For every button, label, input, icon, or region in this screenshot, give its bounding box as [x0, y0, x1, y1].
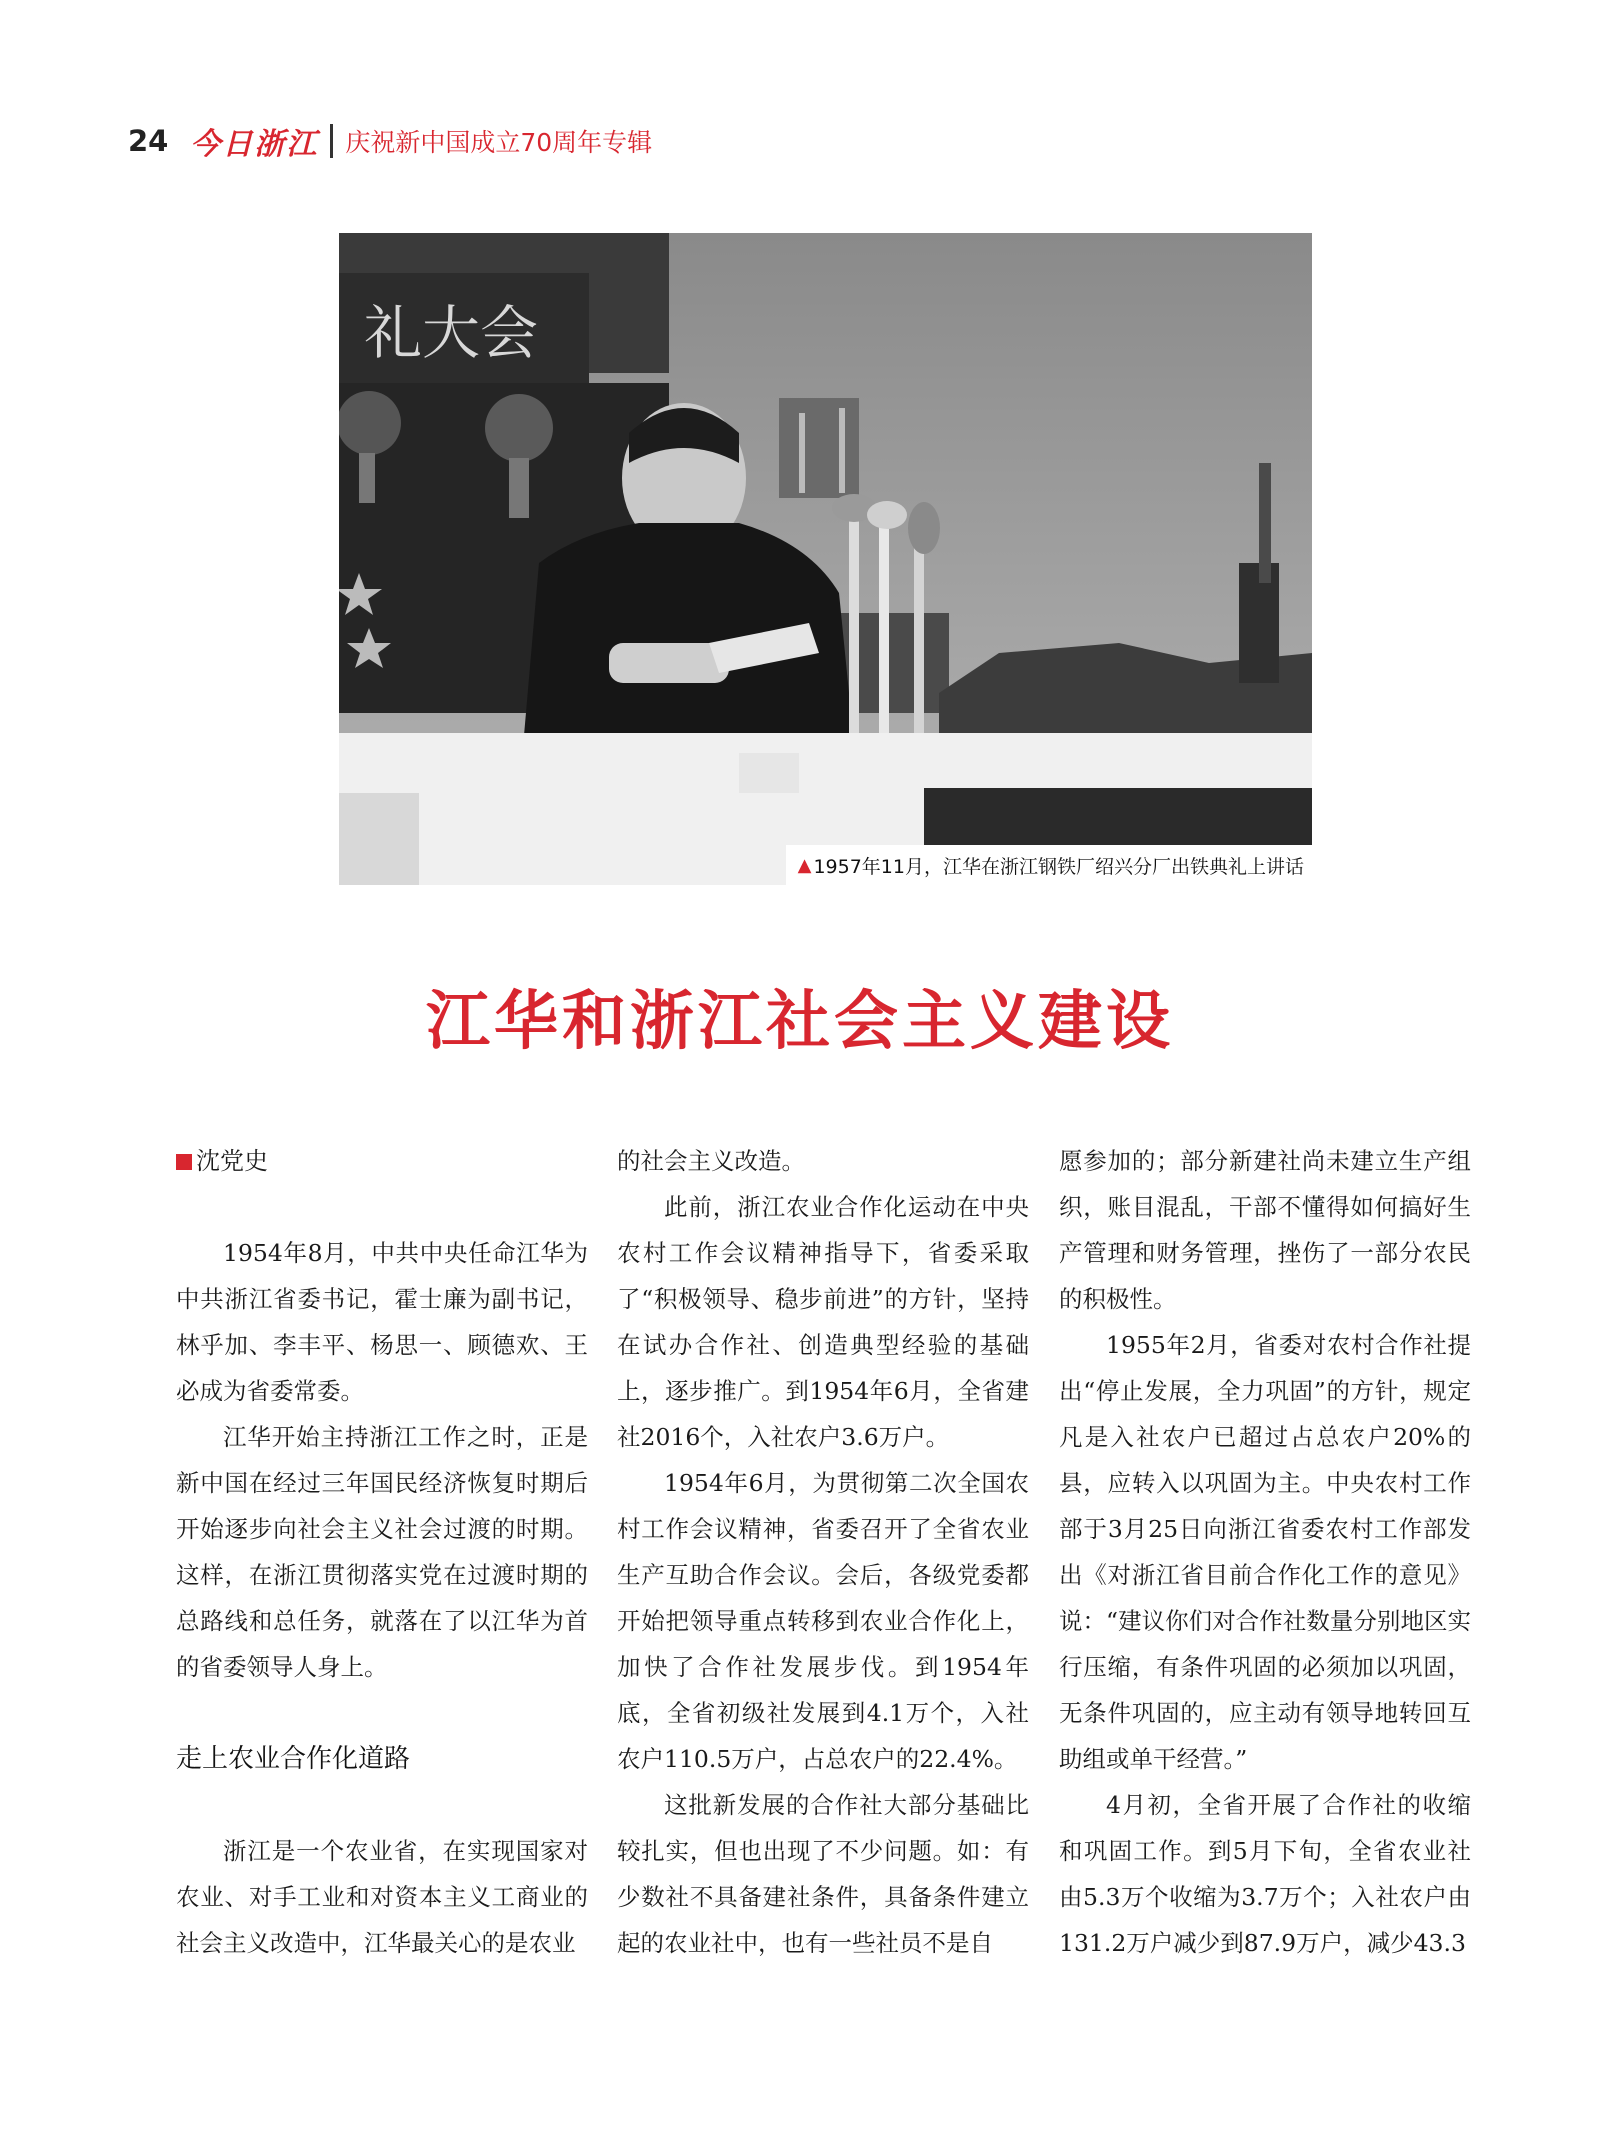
- author-line: [176, 1138, 588, 1184]
- historical-photo: [339, 233, 1312, 885]
- magazine-logo: 今日浙江: [190, 127, 319, 162]
- paragraph: 1954年8月，中共中央任命江华为中共浙江省委书记，霍士廉为副书记，林乎加、李丰平、杨思一、顾德欢、王必成为省委常委。: [176, 1239, 588, 1405]
- author-square-icon: [176, 1154, 192, 1170]
- paragraph: 1954年6月，为贯彻第二次全国农村工作会议精神，省委召开了全省农业生产互助合作会议。会后，各级党委都开始把领导重点转移到农业合作化上，加快了合作社发展步伐。到1954年底，全省初级社发展到4.1万个，入社农户110.5万户，占总农户的22.4%。: [617, 1469, 1029, 1773]
- text-column-1: [176, 1138, 588, 1966]
- text-column-3: [1059, 1138, 1471, 1966]
- header-divider: [330, 124, 333, 158]
- section-heading: 走上农业合作化道路: [176, 1744, 411, 1774]
- page-header: [128, 116, 652, 166]
- text-column-2: [617, 1138, 1029, 1966]
- paragraph: 江华开始主持浙江工作之时，正是新中国在经过三年国民经济恢复时期后开始逐步向社会主义社会过渡的时期。这样，在浙江贯彻落实党在过渡时期的总路线和总任务，就落在了以江华为首的省委领导人身上。: [176, 1423, 588, 1681]
- paragraph-continuation: 的社会主义改造。: [617, 1147, 805, 1175]
- banner-text: 礼大会: [364, 299, 539, 367]
- paragraph-continuation: 愿参加的；部分新建社尚未建立生产组织，账目混乱，干部不懂得如何搞好生产管理和财务管理，挫伤了一部分农民的积极性。: [1059, 1147, 1471, 1313]
- paragraph: 4月初，全省开展了合作社的收缩和巩固工作。到5月下旬，全省农业社由5.3万个收缩为3.7万个；入社农户由131.2万户减少到87.9万户，减少43.3: [1059, 1791, 1471, 1957]
- paragraph: 1955年2月，省委对农村合作社提出“停止发展，全力巩固”的方针，规定凡是入社农户已超过占总农户20%的县，应转入以巩固为主。中央农村工作部于3月25日向浙江省委农村工作部发出《对浙江省目前合作化工作的意见》说：“建议你们对合作社数量分别地区实行压缩，有条件巩固的必须加以巩固，无条件巩固的，应主动有领导地转回互助组或单干经营。”: [1059, 1331, 1471, 1773]
- author-name: 沈党史: [196, 1147, 268, 1175]
- article-title: 江华和浙江社会主义建设: [426, 985, 1174, 1059]
- caption-text: 1957年11月，江华在浙江钢铁厂绍兴分厂出铁典礼上讲话: [813, 855, 1304, 878]
- photo-illustration: [339, 233, 1312, 885]
- paragraph: 浙江是一个农业省，在实现国家对农业、对手工业和对资本主义工商业的社会主义改造中，江华最关心的是农业: [176, 1837, 588, 1957]
- photo-caption: [786, 845, 1312, 885]
- paragraph: 这批新发展的合作社大部分基础比较扎实，但也出现了不少问题。如：有少数社不具备建社条件，具备条件建立起的农业社中，也有一些社员不是自: [617, 1791, 1029, 1957]
- special-issue-label: 庆祝新中国成立70周年专辑: [345, 128, 653, 157]
- page-number: 24: [128, 124, 169, 158]
- caption-triangle-icon: ▲: [797, 854, 812, 876]
- paragraph: 此前，浙江农业合作化运动在中央农村工作会议精神指导下，省委采取了“积极领导、稳步前进”的方针，坚持在试办合作社、创造典型经验的基础上，逐步推广。到1954年6月，全省建社2016个，入社农户3.6万户。: [617, 1193, 1029, 1451]
